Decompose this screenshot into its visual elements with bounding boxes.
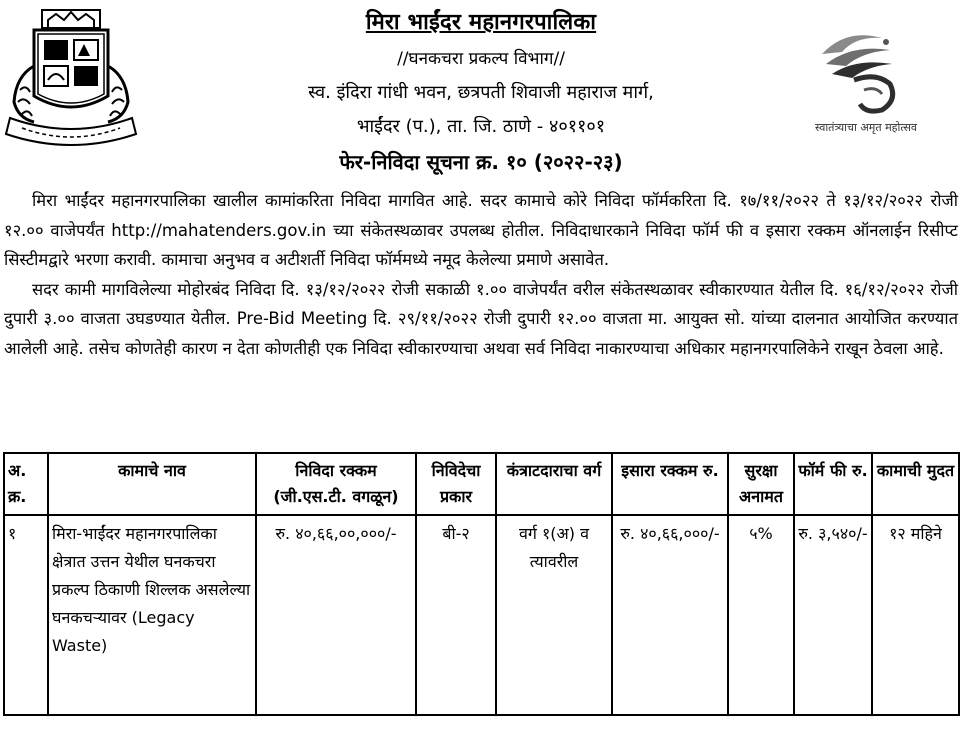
- header-duration: कामाची मुदत: [872, 453, 959, 515]
- notice-header: [0, 0, 962, 190]
- header-security-deposit: सुरक्षा अनामत: [728, 453, 794, 515]
- cell-work-name: मिरा-भाईंदर महानगरपालिका क्षेत्रात उत्तन येथील घनकचरा प्रकल्प ठिकाणी शिल्लक असलेल्या घनकचऱ्यावर (Legacy Waste): [48, 515, 256, 715]
- table-row: [4, 515, 959, 715]
- cell-form-fee: रु. ३,५४०/-: [794, 515, 872, 715]
- cell-contractor-class: वर्ग १(अ) व त्यावरील: [496, 515, 612, 715]
- header-emd: इसारा रक्कम रु.: [612, 453, 728, 515]
- cell-tender-amount: रु. ४०,६६,००,०००/-: [256, 515, 416, 715]
- cell-tender-type: बी-२: [416, 515, 496, 715]
- header-tender-amount: निविदा रक्कम (जी.एस.टी. वगळून): [256, 453, 416, 515]
- organization-title: मिरा भाईंदर महानगरपालिका: [365, 10, 597, 35]
- header-work-name: कामाचे नाव: [48, 453, 256, 515]
- notice-paragraph-1: मिरा भाईंदर महानगरपालिका खालील कामांकरिता निविदा मागवित आहे. सदर कामाचे कोरे निविदा फॉर्मकरिता दि. १७/११/२०२२ ते १३/१२/२०२२ रोजी १२.०० वाजेपर्यंत http://mahatenders.gov.in च्या संकेतस्थळावर उपलब्ध होतील. निविदाधारकाने निविदा फॉर्म फी व इसारा रक्कम ऑनलाईन रिसीप्ट सिस्टीमद्वारे भरणा करावी. कामाचा अनुभव व अटीशर्ती निविदा फॉर्ममध्ये नमूद केलेल्या प्रमाणे असावेत.: [4, 191, 958, 269]
- cell-security-deposit: ५%: [728, 515, 794, 715]
- amrit-mahotsav-text: स्वातंत्र्याचा अमृत महोत्सव: [814, 121, 918, 134]
- header-sr: अ. क्र.: [4, 453, 48, 515]
- cell-sr: १: [4, 515, 48, 715]
- address-line-2: भाईंदर (प.), ता. जि. ठाणे - ४०११०१: [356, 116, 606, 137]
- department-name: //घनकचरा प्रकल्प विभाग//: [397, 49, 565, 69]
- table-header-row: [4, 453, 959, 515]
- notice-title: फेर-निविदा सूचना क्र. १० (२०२२-२३): [339, 150, 623, 174]
- cell-emd: रु. ४०,६६,०००/-: [612, 515, 728, 715]
- header-contractor-class: कंत्राटदाराचा वर्ग: [496, 453, 612, 515]
- tender-table: [3, 452, 960, 716]
- header-tender-type: निविदेचा प्रकार: [416, 453, 496, 515]
- cell-duration: १२ महिने: [872, 515, 959, 715]
- header-form-fee: फॉर्म फी रु.: [794, 453, 872, 515]
- address-line-1: स्व. इंदिरा गांधी भवन, छत्रपती शिवाजी महाराज मार्ग,: [308, 82, 654, 103]
- notice-paragraph-2: सदर कामी मागविलेल्या मोहोरबंद निविदा दि. १३/१२/२०२२ रोजी सकाळी १.०० वाजेपर्यंत वरील संकेतस्थळावर स्वीकारण्यात येतील दि. १६/१२/२०२२ रोजी दुपारी ३.०० वाजता उघडण्यात येतील. Pre-Bid Meeting दि. २९/११/२०२२ रोजी दुपारी १२.०० वाजता मा. आयुक्त सो. यांच्या दालनात आयोजित करण्यात आलेली आहे. तसेच कोणतेही कारण न देता कोणतीही एक निविदा स्वीकारण्याचा अथवा सर्व निविदा नाकारण्याचा अधिकार महानगरपालिकेने राखून ठेवला आहे.: [4, 279, 958, 358]
- notice-body: [4, 186, 958, 363]
